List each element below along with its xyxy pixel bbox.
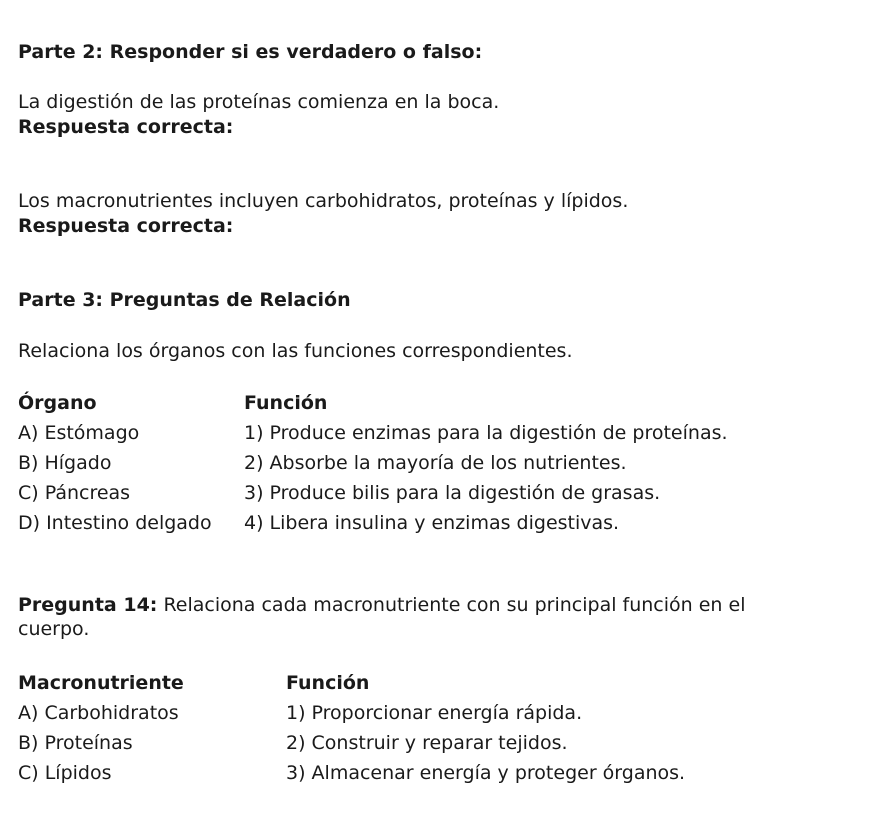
macronutrient-cell: A) Carbohidratos [18,702,179,724]
organ-cell: D) Intestino delgado [18,512,212,534]
macronutrient-cell: C) Lípidos [18,762,112,784]
table-row [18,508,728,538]
function-cell: 2) Construir y reparar tejidos. [286,732,568,754]
table-row [18,758,685,788]
function-cell: 3) Almacenar energía y proteger órganos. [286,762,686,784]
function-cell: 1) Proporcionar energía rápida. [286,702,583,724]
macronutrient-cell: B) Proteínas [18,732,133,754]
question-14 [18,593,818,641]
macronutrient-function-table [18,668,685,788]
organ-cell: A) Estómago [18,422,140,444]
table-header-row [18,668,685,698]
part3-instruction: Relaciona los órganos con las funciones correspondientes. [18,340,573,362]
table-row [18,478,728,508]
question-14-text: Relaciona cada macronutriente con su principal función en el cuerpo. [18,594,746,640]
table-header-row [18,388,728,418]
column-header-organ: Órgano [18,392,97,414]
function-cell: 3) Produce bilis para la digestión de grasas. [244,482,661,504]
question-14-label: Pregunta 14: [18,594,158,616]
function-cell: 2) Absorbe la mayoría de los nutrientes. [244,452,627,474]
organ-cell: B) Hígado [18,452,112,474]
true-false-question-2: Los macronutrientes incluyen carbohidratos, proteínas y lípidos. [18,190,629,212]
true-false-question-1: La digestión de las proteínas comienza en la boca. [18,91,500,113]
column-header-function: Función [286,672,370,694]
answer-label-1: Respuesta correcta: [18,116,234,138]
organ-cell: C) Páncreas [18,482,131,504]
part3-title: Parte 3: Preguntas de Relación [18,289,351,311]
table-row [18,418,728,448]
function-cell: 1) Produce enzimas para la digestión de proteínas. [244,422,728,444]
function-cell: 4) Libera insulina y enzimas digestivas. [244,512,620,534]
answer-label-2: Respuesta correcta: [18,215,234,237]
table-row [18,728,685,758]
organ-function-table [18,388,728,538]
table-row [18,698,685,728]
part2-title: Parte 2: Responder si es verdadero o falso: [18,41,483,63]
table-row [18,448,728,478]
column-header-macronutrient: Macronutriente [18,672,184,694]
column-header-function: Función [244,392,328,414]
